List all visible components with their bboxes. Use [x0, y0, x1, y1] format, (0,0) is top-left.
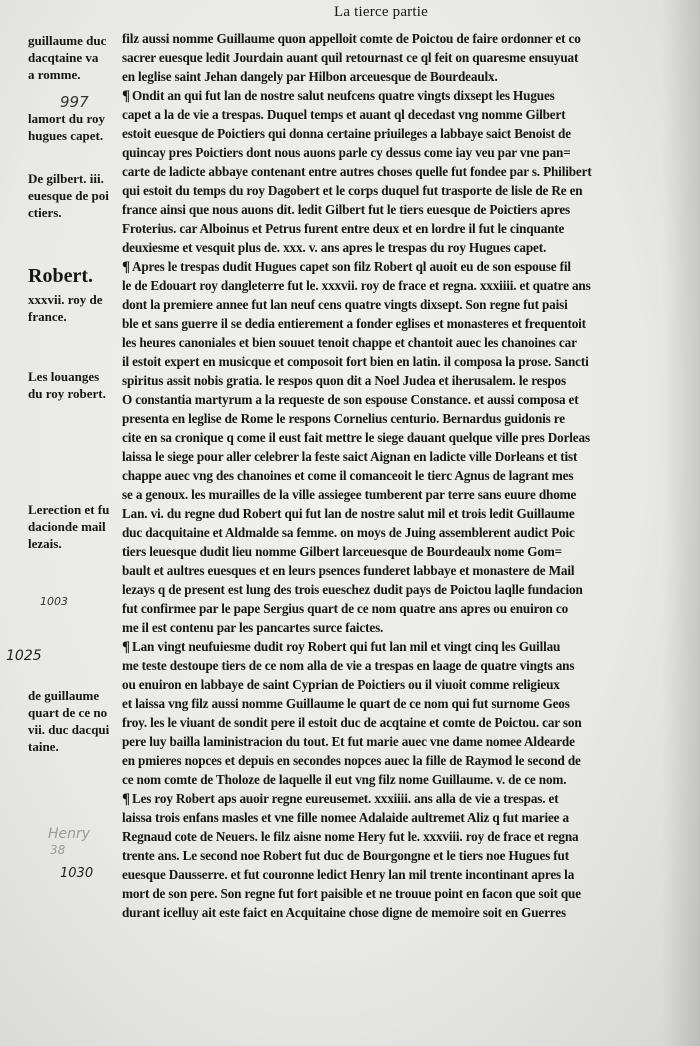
text-line: Froterius. car Alboinus et Petrus furent entre deux et en lordre il fut le cinquante: [122, 221, 565, 236]
text-line: chappe auec vng des chanoines et come il comanceoit le tierc Agnus de lagrant mes: [122, 468, 574, 483]
text-line: O constantia martyrum a la requeste de son espouse Constance. et aussi composa et: [122, 392, 579, 407]
margin-line: ctiers.: [28, 205, 62, 220]
text-line: les heures canoniales et bien souuet tenoit chappe et chantoit auec les chanoines car: [122, 335, 577, 350]
text-line: duc dacquitaine et Aldmalde sa femme. on moys de Juing assemblerent audict Poic: [122, 525, 575, 540]
text-line: durant icelluy ait este faict en Acquitaine chose digne de memoire soit en Guerres: [122, 905, 566, 920]
margin-line: lezais.: [28, 536, 62, 551]
text-line: en leglise saint Jehan dangely par Hilbon arceuesque de Bourdeaulx.: [122, 69, 498, 84]
margin-line: du roy robert.: [28, 386, 106, 401]
main-text-block: [122, 29, 650, 922]
text-line: filz aussi nomme Guillaume quon appelloit comte de Poictou de faire ordonner et co: [122, 31, 581, 46]
text-line: trente ans. Le second noe Robert fut duc de Bourgongne et le tiers noe Hugues fut: [122, 848, 569, 863]
margin-note-erection: [28, 501, 109, 552]
margin-note-louanges: [28, 368, 106, 402]
margin-line: taine.: [28, 739, 59, 754]
text-line: presenta en leglise de Rome le respons Cornelius centurio. Bernardus guidonis re: [122, 411, 565, 426]
handwritten-year-1003: 1003: [40, 595, 68, 608]
margin-line: dacionde mail: [28, 519, 106, 534]
margin-line: euesque de poi: [28, 188, 109, 203]
text-line: et laissa vng filz aussi nomme Guillaume le quart de ce nom qui fut surnome Geos: [122, 696, 570, 711]
handwritten-year-997: 997: [60, 93, 89, 111]
text-line: fut confirmee par le pape Sergius quart de ce nom quatre ans apres ou enuiron co: [122, 601, 569, 616]
margin-note-lamort: [28, 110, 105, 144]
text-line: ¶ Apres le trespas dudit Hugues capet son filz Robert ql auoit eu de son espouse fil: [122, 257, 650, 276]
text-line: le de Edouart roy dangleterre fut le. xxxvii. roy de frace et regna. xxxiiii. et quatre ans: [122, 278, 591, 293]
text-line: carte de ladicte abbaye contenant entre autres choses quelle fut fondee par s. Philibert: [122, 164, 592, 179]
running-header: La tierce partie: [334, 4, 428, 20]
text-line: il estoit expert en musicque et composoit fort bien en latin. il composa la prose. Sancti: [122, 354, 589, 369]
text-line: ¶ Les roy Robert aps auoir regne eureusemet. xxxiiii. ans alla de vie a trespas. et: [122, 789, 650, 808]
margin-line: guillaume duc: [28, 33, 107, 48]
text-line: estoit euesque de Poictiers qui donna certaine priuileges a labbaye saict Benoist de: [122, 126, 571, 141]
text-line: Regnaud cote de Neuers. le filz aisne nome Hery fut le. xxxviii. roy de frace et regna: [122, 829, 579, 844]
margin-heading-robert: Robert.: [28, 265, 93, 287]
text-line: laissa le siege pour aller celebrer la feste saict Aignan en ladicte ville Dorleans et tist: [122, 449, 578, 464]
text-line: lezays q de present est lung des trois eueschez dudit pays de Poictou laqlle fundacion: [122, 582, 583, 597]
text-line: pere luy bailla laministracion du tout. Et fut marie auec vne dame nomee Aldearde: [122, 734, 575, 749]
margin-line: france.: [28, 309, 67, 324]
text-line: spiritus assit nobis gratia. le respos quon dit a Noel Judea et iherusalem. le respos: [122, 373, 566, 388]
margin-line: hugues capet.: [28, 128, 104, 143]
text-line: deuxiesme et vesquit plus de. xxx. v. ans apres le trespas du roy Hugues capet.: [122, 240, 547, 255]
page-edge-shadow: [662, 0, 700, 1046]
text-line: ¶ Ondit an qui fut lan de nostre salut neufcens quatre vingts dixsept les Hugues: [122, 86, 650, 105]
handwritten-henry-number: 38: [50, 843, 66, 857]
text-line: capet a la de vie a trespas. Duquel temps et auant ql decedast vng nomme Gilbert: [122, 107, 566, 122]
margin-note-gilbert: [28, 170, 109, 221]
margin-line: a romme.: [28, 67, 81, 82]
text-line: qui estoit du temps du roy Dagobert et le corps duquel fut trasporte de lisle de Re en: [122, 183, 583, 198]
text-line: laissa trois enfans masles et vne fille nomee Adalaide aultremet Aliz q fut mariee a: [122, 810, 569, 825]
margin-note-guillaume-quart: [28, 687, 109, 755]
text-line: ble et sans guerre il se dedia entierement a fonder eglises et monasteres et frequentoit: [122, 316, 586, 331]
handwritten-year-1030: 1030: [60, 866, 94, 881]
margin-note-robert: [28, 291, 103, 325]
text-line: Lan. vi. du regne dud Robert qui fut lan de nostre salut mil et trois ledit Guillaume: [122, 506, 575, 521]
text-line: me teste destoupe tiers de ce nom alla de vie a trespas en laage de quatre vingts ans: [122, 658, 575, 673]
text-line: cite en sa cronique q come il eust fait mettre le siege dauant quelque ville pres Dorleas: [122, 430, 590, 445]
margin-line: De gilbert. iii.: [28, 171, 104, 186]
margin-line: dacqtaine va: [28, 50, 99, 65]
text-line: ce nom comte de Tholoze de laquelle il eut vng filz nome Guillaume. v. de ce nom.: [122, 772, 567, 787]
margin-line: quart de ce no: [28, 705, 108, 720]
text-line: dont la premiere annee fut lan neuf cens quatre vingts dixsept. Son regne fut paisi: [122, 297, 568, 312]
text-line: me il est contenu par les pancartes surce faictes.: [122, 620, 384, 635]
text-line: quincay pres Poictiers dont nous auons parle cy dessus come iay veu par vne pan=: [122, 145, 571, 160]
margin-line: de guillaume: [28, 688, 100, 703]
text-line: bault et aultres euesques et en leurs psences funderet labbaye et monastere de Mail: [122, 563, 575, 578]
text-line: ¶ Lan vingt neufuiesme dudit roy Robert qui fut lan mil et vingt cinq les Guillau: [122, 637, 650, 656]
text-line: en pmieres nopces et depuis en secondes nopces auec la fille de Raymod le second de: [122, 753, 581, 768]
margin-line: xxxvii. roy de: [28, 292, 103, 307]
text-line: froy. les le viuant de sondit pere il estoit duc de acqtaine et comte de Poictou. car son: [122, 715, 582, 730]
text-line: tiers leuesque dudit lieu nomme Gilbert larceuesque de Bourdeaulx nome Gom=: [122, 544, 562, 559]
text-line: france ainsi que nous auons dit. ledit Gilbert fut le tiers euesque de Poictiers apres: [122, 202, 571, 217]
text-line: sacrer euesque ledit Jourdain auant quil retournast ce ql feit on quaresme ensuyuat: [122, 50, 579, 65]
margin-line: Les louanges: [28, 369, 100, 384]
text-line: se a genoux. les murailles de la ville assiegee tumberent par terre sans euure dhome: [122, 487, 577, 502]
text-line: mort de son pere. Son regne fut fort paisible et ne trouue point en facon que soit que: [122, 886, 581, 901]
margin-line: lamort du roy: [28, 111, 106, 126]
margin-note-guillaume: [28, 32, 106, 83]
margin-line: vii. duc dacqui: [28, 722, 110, 737]
margin-line: Lerection et fu: [28, 502, 110, 517]
handwritten-henry: Henry: [48, 826, 91, 842]
handwritten-year-1025: 1025: [6, 648, 42, 664]
text-line: euesque Dausserre. et fut couronne ledict Henry lan mil trente incontinant apres la: [122, 867, 575, 882]
text-line: ou enuiron en labbaye de saint Cyprian de Poictiers ou il viuoit comme religieux: [122, 677, 560, 692]
